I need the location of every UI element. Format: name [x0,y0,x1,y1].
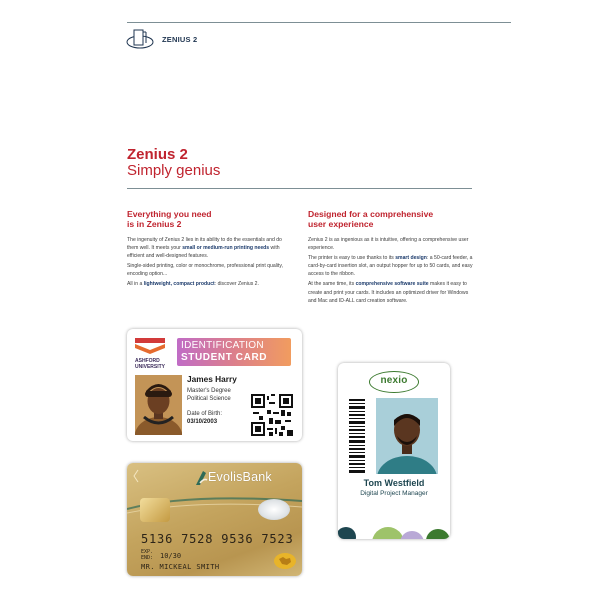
bank-name: EvolisBank [208,470,272,484]
page-subtitle: Simply genius [127,162,221,179]
employee-role: Digital Project Manager [360,490,428,497]
right-heading-line2: user experience [308,219,374,229]
left-column-heading [127,209,287,229]
right-column [308,209,473,307]
card-expiry-label: EXP. END: [141,549,154,561]
card-chip [140,498,170,522]
card-holder-name: MR. MICKEAL SMITH [141,563,220,571]
student-photo [135,375,182,435]
section-rule [127,188,472,189]
student-id-card [127,329,302,441]
badge-decoration [338,513,450,539]
map-badge-icon [273,552,297,570]
employee-photo [376,398,438,474]
university-name: ASHFORD UNIVERSITY [135,358,166,370]
right-paragraph-2: The printer is easy to use thanks to its smart design: a 50-card feeder, a card-by-card insertion slot, an output hopper for up to 50 cards, and easy access to the ribbon. [308,255,473,278]
id-banner-line1: IDENTIFICATION [181,340,264,351]
brand-label: ZENIUS 2 [162,35,198,44]
right-column-heading [308,209,473,229]
dob-value: 03/10/2003 [187,419,218,425]
id-banner-line2: STUDENT CARD [181,352,268,363]
student-name: James Harry [187,374,237,384]
dob-label: Date of Birth: [187,411,223,417]
right-paragraph-3: At the same time, its comprehensive software suite makes it easy to create and print your cards. It includes an optimized driver for Windows and Mac and ID-ALL card creation software. [308,281,469,304]
employee-badge [338,363,450,539]
chevron-left-icon [133,469,139,483]
left-heading-line2: is in Zenius 2 [127,219,182,229]
bank-card [127,463,302,576]
page-title: Zenius 2 [127,146,188,163]
left-paragraph-1: The ingenuity of Zenius 2 lies in its ability to do the essentials and do them well. It meets your small or medium-run printing needs with efficient and well-designed features. [127,237,282,260]
bank-logo-icon [194,469,208,487]
card-expiry-value: 10/30 [160,552,182,560]
right-paragraph-1: Zenius 2 is as ingenious as it is intuitive, offering a comprehensive user experience. [308,237,469,252]
nexio-brand: nexio [380,375,408,386]
left-paragraph-3: All in a lightweight, compact product: discover Zenius 2. [127,281,259,288]
barcode-icon [349,399,365,475]
left-paragraph-2: Single-sided printing, color or monochrome, professional print quality, encoding option... [127,263,283,278]
student-degree: Master's Degree Political Science [187,388,231,402]
left-heading-line1: Everything you need [127,209,212,219]
printer-logo-icon [125,28,155,50]
left-column [127,209,287,291]
right-heading-line1: Designed for a comprehensive [308,209,434,219]
university-logo-icon [135,338,165,356]
qr-code-icon [251,394,293,436]
card-number: 5136 7528 9536 7523 [141,532,294,546]
id-banner [177,338,291,366]
card-hologram [258,499,290,520]
header-rule [127,22,511,23]
nexio-logo [369,371,419,393]
employee-name: Tom Westfield [363,478,425,488]
